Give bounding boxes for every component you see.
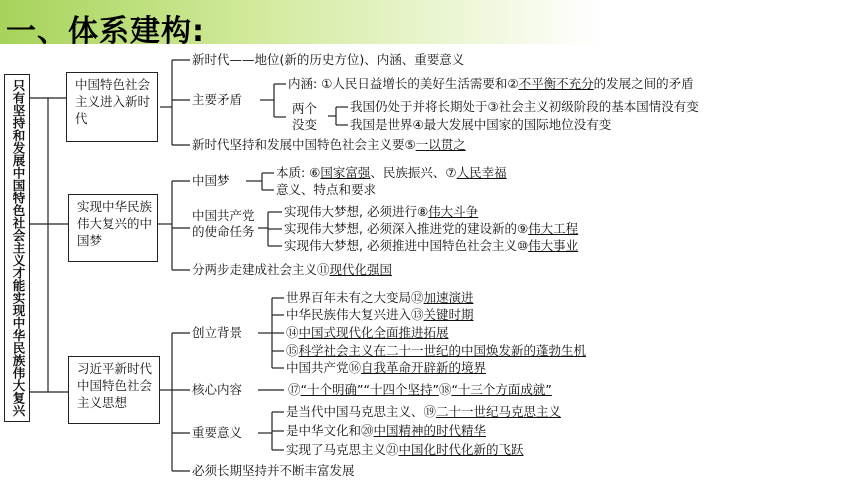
mission-label: 中国共产党的使命任务: [192, 208, 255, 239]
mission-item-2: 实现伟大梦想, 必须深入推进党的建设新的⑨伟大工程: [284, 221, 579, 236]
background-item-1: 世界百年未有之大变局⑫加速演进: [286, 290, 474, 305]
dream-essence: 本质: ⑥国家富强、民族振兴、⑦人民幸福: [276, 165, 507, 180]
core-content: ⑰“十个明确”“十四个坚持”⑱“十三个方面成就”: [288, 382, 552, 397]
background-item-5: 中国共产党⑯自我革命开辟新的境界: [286, 360, 487, 375]
significance-item-1: 是当代中国马克思主义、⑲二十一世纪马克思主义: [286, 404, 562, 419]
contradiction-content: 内涵: ①人民日益增长的美好生活需要和②不平衡不充分的发展之间的矛盾: [288, 76, 694, 91]
two-unchanged-label: 两个没变: [292, 101, 318, 132]
significance-item-2: 是中华文化和⑳中国精神的时代精华: [286, 423, 487, 438]
core-label: 核心内容: [192, 382, 243, 397]
section-box-chinese-dream: 实现中华民族伟大复兴的中国梦: [68, 194, 158, 262]
page-title: 一、体系建构:: [6, 14, 205, 49]
dream-label: 中国梦: [192, 173, 230, 188]
section-box-xi-thought: 习近平新时代中国特色社会主义思想: [68, 356, 160, 424]
background-item-4: ⑮科学社会主义在二十一世纪的中国焕发新的蓬勃生机: [286, 343, 587, 358]
main-theme-box: 只有坚持和发展中国特色社会主义才能实现中华民族伟大复兴: [4, 74, 30, 422]
mission-item-1: 实现伟大梦想, 必须进行⑧伟大斗争: [284, 204, 479, 219]
section-box-new-era: 中国特色社会主义进入新时代: [66, 72, 158, 142]
two-steps-line: 分两步走建成社会主义⑪现代化强国: [192, 262, 393, 277]
contradiction-label: 主要矛盾: [192, 92, 243, 107]
unchanged-item-1: 我国仍处于并将长期处于③社会主义初级阶段的基本国情没有变: [350, 99, 699, 114]
mission-item-3: 实现伟大梦想, 必须推进中国特色社会主义⑩伟大事业: [284, 238, 579, 253]
background-item-2: 中华民族伟大复兴进入⑬关键时期: [286, 307, 474, 322]
dream-meaning: 意义、特点和要求: [276, 182, 377, 197]
long-term-line: 必须长期坚持并不断丰富发展: [192, 463, 355, 478]
significance-item-3: 实现了马克思主义㉑中国化时代化新的飞跃: [286, 442, 524, 457]
unchanged-item-2: 我国是世界④最大发展中国家的国际地位没有变: [350, 117, 612, 132]
adhere-line: 新时代坚持和发展中国特色社会主义要⑤一以贯之: [192, 137, 466, 152]
background-item-3: ⑭中国式现代化全面推进拓展: [286, 325, 449, 340]
background-label: 创立背景: [192, 325, 243, 340]
significance-label: 重要意义: [192, 425, 243, 440]
new-era-line: 新时代——地位(新的历史方位)、内涵、重要意义: [192, 52, 465, 67]
